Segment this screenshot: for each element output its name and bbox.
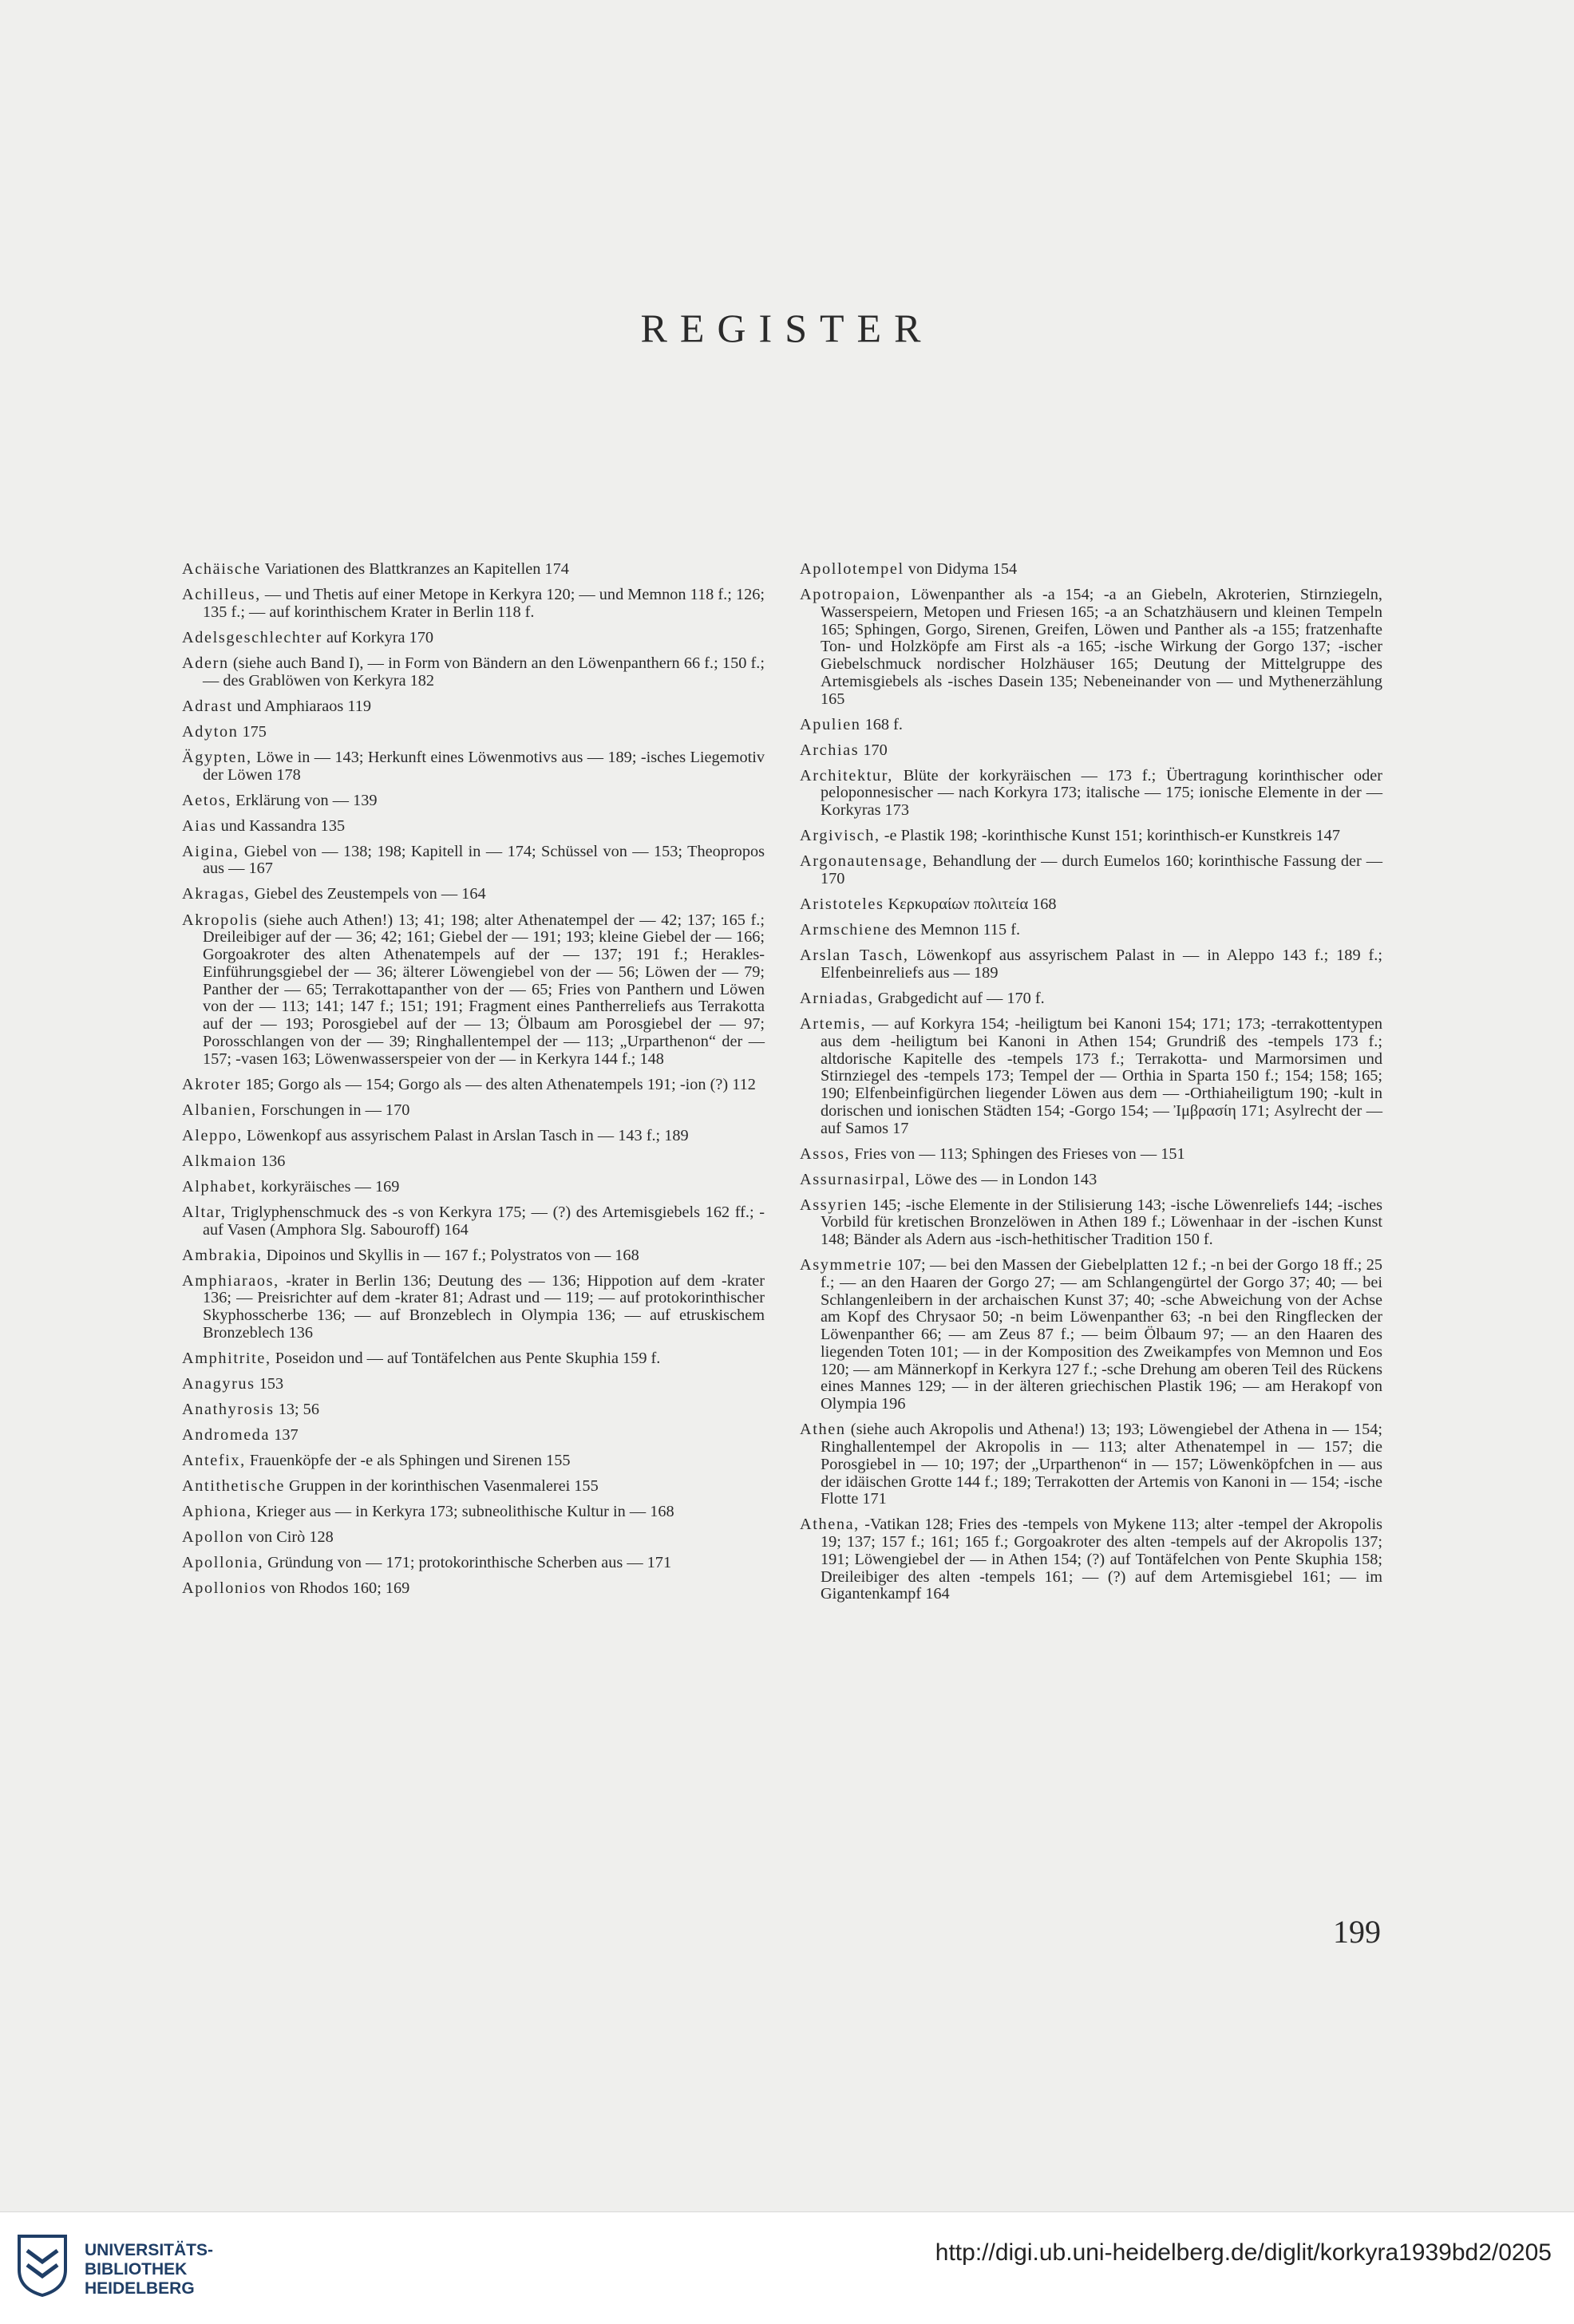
- entry-references: von Cirò 128: [243, 1528, 334, 1547]
- logo-text-line-3: HEIDELBERG: [85, 2279, 195, 2298]
- logo-text-line-1: UNIVERSITÄTS-: [85, 2241, 214, 2259]
- entry-references: (siehe auch Akropolis und Athena!) 13; 193; Löwengiebel der Athena in — 154; Ringhallentempel der Akropolis in — 113; alter Athenatempel in — 157; die Porosgiebel in — 10; 197; der „Urparthenon“ in — 157; Löwenköpfchen in — aus der idäischen Grotte 144 f.; 189; Terrakotten der Artemis von Kanoni in — 154; -ische Flotte 171: [821, 1421, 1382, 1508]
- entry-references: Löwe in — 143; Herkunft eines Löwenmotivs aus — 189; -isches Liegemotiv der Löwen 178: [203, 748, 765, 784]
- register-entry: [182, 561, 765, 579]
- entry-references: von Rhodos 160; 169: [267, 1579, 410, 1598]
- entry-headword: Anagyrus: [182, 1374, 255, 1393]
- register-entry: [182, 1077, 765, 1094]
- register-entry: [800, 853, 1382, 888]
- entry-headword: Amphiaraos,: [182, 1271, 279, 1290]
- entry-headword: Assyrien: [800, 1196, 868, 1214]
- register-entry: [182, 844, 765, 879]
- entry-references: Gründung von — 171; protokorinthische Scherben aus — 171: [263, 1554, 672, 1572]
- entry-headword: Apotropaion,: [800, 586, 901, 604]
- register-entry: [182, 1427, 765, 1445]
- register-entry: [182, 1204, 765, 1239]
- register-entry: [800, 1172, 1382, 1189]
- register-entry: [182, 587, 765, 622]
- entry-headword: Alphabet,: [182, 1177, 257, 1196]
- entry-headword: Adyton: [182, 722, 239, 741]
- register-entry: [800, 1197, 1382, 1249]
- entry-headword: Apollonios: [182, 1579, 267, 1598]
- entry-headword: Aetos,: [182, 791, 231, 809]
- entry-references: (siehe auch Band I), — in Form von Bändern an den Löwenpanthern 66 f.; 150 f.; — des Grablöwen von Kerkyra 182: [203, 654, 765, 690]
- entry-references: Κερκυραίων πολιτεία 168: [884, 895, 1057, 914]
- entry-references: 153: [255, 1374, 284, 1393]
- entry-references: Giebel von — 138; 198; Kapitell in — 174; Schüssel von — 153; Theopropos aus — 167: [203, 842, 765, 878]
- entry-headword: Apulien: [800, 715, 861, 733]
- entry-headword: Athena,: [800, 1516, 860, 1534]
- register-entry: [800, 1421, 1382, 1508]
- entry-references: 170: [859, 741, 888, 759]
- entry-headword: Achäische: [182, 560, 261, 578]
- entry-headword: Aleppo,: [182, 1126, 243, 1144]
- entry-headword: Albanien,: [182, 1101, 257, 1119]
- page-title: REGISTER: [640, 306, 934, 350]
- entry-references: korkyräisches — 169: [256, 1177, 400, 1196]
- register-entry: [182, 1376, 765, 1393]
- register-entry: [182, 1128, 765, 1145]
- register-entry: [800, 896, 1382, 914]
- entry-headword: Adrast: [182, 697, 233, 715]
- entry-headword: Anathyrosis: [182, 1401, 275, 1419]
- register-entry: [182, 1179, 765, 1196]
- entry-references: 185; Gorgo als — 154; Gorgo als — des alten Athenatempels 191; -ion (?) 112: [241, 1075, 756, 1093]
- entry-headword: Adelsgeschlechter: [182, 628, 322, 646]
- entry-headword: Aristoteles: [800, 895, 884, 914]
- register-entry: [800, 561, 1382, 579]
- entry-references: von Didyma 154: [904, 560, 1018, 578]
- entry-references: Giebel des Zeustempels von — 164: [250, 885, 486, 903]
- entry-headword: Akragas,: [182, 885, 251, 903]
- register-entry: [800, 922, 1382, 939]
- entry-references: (siehe auch Athen!) 13; 41; 198; alter Athenatempel der — 42; 137; 165 f.; Dreileibiger auf der — 36; 42; 161; Giebel der — 191; 193; kleine Giebel der — 166; Gorgoakroter des alten Athenatempels auf der — 137; 191 f.; Herakles-Einführungsgiebel der — 36; älterer Löwengiebel von der — 56; Löwen der — 79; Panther der — 65; Terrakottapanther von der — 65; Fries von Panthern und Löwen von der — 113; 141; 147 f.; 151; 191; Fragment eines Pantherreliefs aus Terrakotta auf der — 193; Porosgiebel auf der — 13; Ölbaum am Porosgiebel der — 97; Porosschlangen von der — 39; Ringhallentempel der — 113; „Urparthenon“ der — 157; -vasen 163; Löwenwasserspeier von der — in Kerkyra 144 f.; 148: [203, 911, 765, 1068]
- register-entry: [182, 792, 765, 810]
- entry-references: Poseidon und — auf Tontäfelchen aus Pente Skuphia 159 f.: [271, 1349, 661, 1367]
- entry-headword: Aigina,: [182, 842, 239, 860]
- register-entry: [182, 1580, 765, 1598]
- register-column-right: [800, 561, 1382, 1611]
- register-entry: [182, 698, 765, 716]
- register-entry: [800, 1257, 1382, 1413]
- register-entry: [800, 990, 1382, 1008]
- entry-references: Löwe des — in London 143: [911, 1170, 1097, 1188]
- entry-headword: Adern: [182, 654, 229, 672]
- register-entry: [182, 1478, 765, 1496]
- entry-headword: Ägypten,: [182, 748, 252, 766]
- register-entry: [182, 749, 765, 785]
- entry-headword: Asymmetrie: [800, 1256, 893, 1275]
- library-logo[interactable]: [16, 2223, 231, 2311]
- entry-headword: Altar,: [182, 1203, 227, 1221]
- document-url-link[interactable]: http://digi.ub.uni-heidelberg.de/diglit/korkyra1939bd2/0205: [935, 2239, 1552, 2266]
- entry-headword: Argonautensage,: [800, 852, 928, 871]
- entry-headword: Akropolis: [182, 911, 259, 929]
- entry-headword: Andromeda: [182, 1426, 271, 1445]
- entry-headword: Artemis,: [800, 1015, 867, 1034]
- register-entry: [182, 1350, 765, 1368]
- entry-references: 145; -ische Elemente in der Stilisierung 143; -ische Löwenreliefs 144; -isches Vorbild für kretischen Bronzelöwen in Athen 189 f.; Löwenhaar in der -ischen Kunst 148; Bänder als Adern aus -isch-hethitischer Tradition 150 f.: [821, 1196, 1382, 1249]
- entry-headword: Apollonia,: [182, 1554, 264, 1572]
- register-entry: [800, 768, 1382, 820]
- entry-references: — und Thetis auf einer Metope in Kerkyra 120; — und Memnon 118 f.; 126; 135 f.; — auf korinthischem Krater in Berlin 118 f.: [203, 586, 765, 621]
- entry-references: 175: [238, 722, 267, 741]
- entry-references: Fries von — 113; Sphingen des Frieses von — 151: [850, 1144, 1185, 1163]
- register-entry: [182, 886, 765, 903]
- entry-references: -Vatikan 128; Fries des -tempels von Mykene 113; alter -tempel der Akropolis 19; 137; 157 f.; 161; 165 f.; Gorgoakroter des alten -tempels auf der Akropolis 137; 191; Löwengiebel der — in Athen 154; (?) auf Tontäfelchen von Pente Skuphia 158; Dreileibiger des alten -tempels 161; — (?) auf dem Artemisgiebel 161; — im Gigantenkampf 164: [821, 1516, 1382, 1603]
- entry-references: Blüte der korkyräischen — 173 f.; Übertragung korinthischer oder peloponnesischer — nach Korkyra 173; italische — 175; ionische Elemente in der — Korkyras 173: [821, 766, 1382, 820]
- entry-references: -e Plastik 198; -korinthische Kunst 151; korinthisch-er Kunstkreis 147: [880, 827, 1340, 845]
- page-number: 199: [1333, 1914, 1381, 1950]
- entry-references: und Amphiaraos 119: [232, 697, 371, 715]
- entry-references: Forschungen in — 170: [256, 1101, 410, 1119]
- entry-headword: Antithetische: [182, 1477, 285, 1496]
- entry-headword: Argivisch,: [800, 827, 880, 845]
- entry-references: 136: [256, 1152, 286, 1170]
- entry-headword: Apollon: [182, 1528, 244, 1547]
- register-entry: [800, 587, 1382, 708]
- register-entry: [800, 1146, 1382, 1164]
- register-column-left: [182, 561, 765, 1606]
- register-entry: [182, 655, 765, 690]
- entry-references: Krieger aus — in Kerkyra 173; subneolithische Kultur in — 168: [251, 1503, 674, 1521]
- entry-references: und Kassandra 135: [216, 816, 346, 835]
- register-entry: [182, 630, 765, 647]
- entry-references: Löwenkopf aus assyrischem Palast in — in Aleppo 143 f.; 189 f.; Elfenbeinreliefs aus — 189: [821, 947, 1382, 982]
- entry-references: Erklärung von — 139: [231, 791, 378, 809]
- entry-headword: Assurnasirpal,: [800, 1170, 911, 1188]
- register-entry: [800, 742, 1382, 760]
- register-entry: [800, 828, 1382, 845]
- entry-headword: Assos,: [800, 1144, 851, 1163]
- register-entry: [182, 1401, 765, 1419]
- entry-headword: Amphitrite,: [182, 1349, 271, 1367]
- entry-headword: Ambrakia,: [182, 1246, 263, 1264]
- register-entry: [182, 1529, 765, 1547]
- library-emblem-icon: [16, 2233, 69, 2297]
- register-entry: [182, 1452, 765, 1470]
- entry-references: Variationen des Blattkranzes an Kapitellen 174: [260, 560, 569, 578]
- entry-headword: Architektur,: [800, 766, 893, 785]
- library-footer: [0, 2211, 1574, 2324]
- entry-headword: Aias: [182, 816, 217, 835]
- entry-references: 168 f.: [860, 715, 903, 733]
- entry-references: auf Korkyra 170: [322, 628, 433, 646]
- entry-headword: Aphiona,: [182, 1503, 252, 1521]
- entry-headword: Antefix,: [182, 1452, 246, 1470]
- entry-headword: Athen: [800, 1421, 846, 1439]
- entry-headword: Armschiene: [800, 921, 891, 939]
- entry-references: Triglyphenschmuck des -s von Kerkyra 175; — (?) des Artemisgiebels 162 ff.; - auf Vasen (Amphora Slg. Sabouroff) 164: [203, 1203, 765, 1239]
- logo-text-line-2: BIBLIOTHEK: [85, 2260, 188, 2279]
- entry-headword: Alkmaion: [182, 1152, 257, 1170]
- entry-headword: Archias: [800, 741, 860, 759]
- entry-headword: Achilleus,: [182, 586, 261, 604]
- register-entry: [182, 1504, 765, 1521]
- entry-references: -krater in Berlin 136; Deutung des — 136; Hippotion auf dem -krater 136; — Preisrichter auf dem -krater 81; Adrast und — 119; — auf protokorinthischer Skyphosscherbe 136; — auf Bronzeblech in Olympia 136; — auf etruskischem Bronzeblech 136: [203, 1271, 765, 1342]
- entry-headword: Akroter: [182, 1075, 242, 1093]
- register-entry: [182, 818, 765, 836]
- entry-headword: Apollotempel: [800, 560, 904, 578]
- register-entry: [182, 724, 765, 741]
- entry-references: 13; 56: [274, 1401, 319, 1419]
- register-entry: [800, 947, 1382, 982]
- entry-references: Dipoinos und Skyllis in — 167 f.; Polystratos von — 168: [262, 1246, 639, 1264]
- register-entry: [182, 1273, 765, 1342]
- entry-references: Löwenpanther als -a 154; -a an Giebeln, Akroterien, Stirnziegeln, Wasserspeiern, Metopen und Friesen 165; -a an Schatzhäusern und kleinen Tempeln 165; Sphingen, Gorgo, Sirenen, Greifen, Löwen und Panther als -a 155; fratzenhafte Ton- und Holzköpfe am First als -a 165; -ische Wirkung der Gorgo 137; -ischer Giebelschmuck nordischer Holzhäuser 165; Deutung der Mittelgruppe des Artemisgiebels als -isches Dasein 135; Nebeneinander von — und Mythenerzählung 165: [821, 586, 1382, 708]
- register-entry: [182, 1247, 765, 1265]
- entry-references: 107; — bei den Massen der Giebelplatten 12 f.; -n bei der Gorgo 18 ff.; 25 f.; — an den Haaren der Gorgo 27; — am Schlangengürtel der Gorgo 37; 40; — bei Schlangenleibern in der archaischen Kunst 37; 40; -sche Abweichung von der Achse am Kopf des Chrysaor 50; -n beim Löwenpanther 63; -n bei den Ringflecken der Löwenpanther 66; — am Zeus 87 f.; — beim Ölbaum 97; — an den Haaren des liegenden Toten 101; — in der Komposition des Zweikampfes von Memnon und Eos 120; — am Männerkopf in Kerkyra 127 f.; -sche Drehung am oberen Teil des Rückens eines Mannes 129; — in der älteren griechischen Plastik 196; — am Herakopf von Olympia 196: [821, 1256, 1382, 1413]
- register-entry: [182, 1555, 765, 1572]
- register-entry: [800, 717, 1382, 734]
- register-entry: [182, 912, 765, 1069]
- register-entry: [800, 1016, 1382, 1137]
- entry-references: Behandlung der — durch Eumelos 160; korinthische Fassung der — 170: [821, 852, 1382, 888]
- entry-headword: Arslan Tasch,: [800, 947, 909, 965]
- entry-references: Löwenkopf aus assyrischem Palast in Arslan Tasch in — 143 f.; 189: [242, 1126, 689, 1144]
- entry-references: Frauenköpfe der -e als Sphingen und Sirenen 155: [245, 1452, 571, 1470]
- entry-references: Gruppen in der korinthischen Vasenmalerei 155: [284, 1477, 599, 1496]
- entry-headword: Arniadas,: [800, 989, 874, 1007]
- entry-references: 137: [270, 1426, 299, 1445]
- entry-references: Grabgedicht auf — 170 f.: [873, 989, 1045, 1007]
- register-entry: [800, 1516, 1382, 1603]
- register-entry: [182, 1153, 765, 1171]
- register-entry: [182, 1102, 765, 1120]
- entry-references: des Memnon 115 f.: [891, 921, 1021, 939]
- entry-references: — auf Korkyra 154; -heiligtum bei Kanoni 154; 171; 173; -terrakottentypen aus dem -heiligtum bei Kanoni in Athen 154; Grundriß des -tempels 173 f.; altdorische Kapitelle des -tempels 173 f.; Terrakotta- und Marmorsimen und Stirnziegel des -tempels 173; Tempel der — Orthia in Sparta 150 f.; 154; 158; 165; 190; Elfenbeinfigürchen liegender Löwen aus dem — -Orthiaheiligtum 190; -kult in dorischen und ionischen Städten 154; -Gorgo 154; — Ἰμβρασίη 171; Asylrecht der — auf Samos 17: [821, 1015, 1382, 1137]
